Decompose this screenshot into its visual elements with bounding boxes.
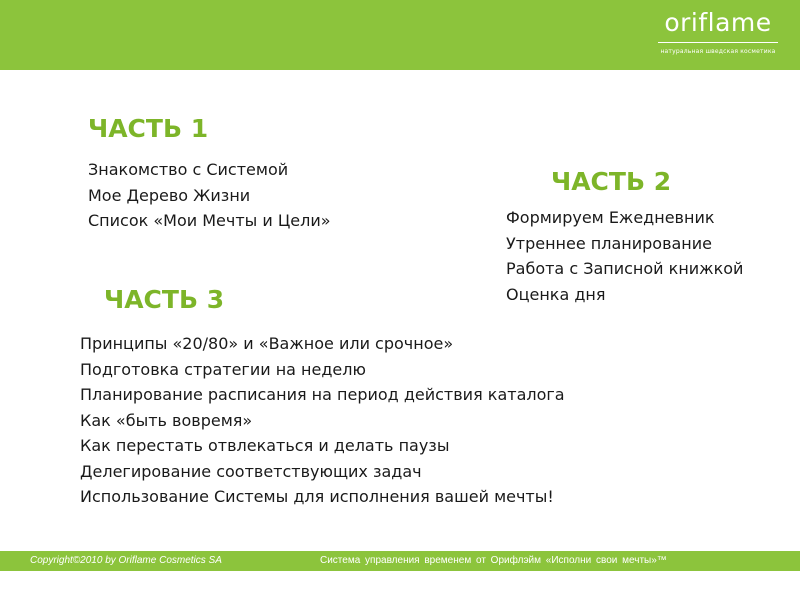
- list-item: Подготовка стратегии на неделю: [80, 359, 366, 379]
- list-item: Делегирование соответствующих задач: [80, 461, 422, 481]
- list-item: Как перестать отвлекаться и делать паузы: [80, 436, 450, 455]
- footer-bar: [0, 551, 800, 571]
- part3-title: ЧАСТЬ 3: [104, 285, 225, 314]
- part2-title: ЧАСТЬ 2: [551, 167, 672, 196]
- list-item: Список «Мои Мечты и Цели»: [88, 211, 331, 230]
- list-item: Оценка дня: [506, 284, 606, 304]
- list-item: Мое Дерево Жизни: [88, 185, 251, 205]
- list-item: Знакомство с Системой: [88, 160, 289, 179]
- footer-copyright: Copyright©2010 by Oriflame Cosmetics SA: [30, 555, 222, 566]
- part3-list: [80, 331, 565, 510]
- part2-list: [506, 205, 743, 307]
- part1-title: ЧАСТЬ 1: [88, 114, 209, 143]
- list-item: Работа с Записной книжкой: [506, 259, 744, 278]
- footer-caption: Система управления временем от Орифлэйм «Исполни свои мечты»™: [320, 555, 667, 566]
- brand-logo: [658, 8, 778, 56]
- list-item: Принципы «20/80» и «Важное или срочное»: [80, 334, 454, 353]
- list-item: Как «быть вовремя»: [80, 410, 253, 430]
- list-item: Утреннее планирование: [506, 233, 712, 253]
- part1-list: [88, 157, 331, 234]
- logo-divider: [658, 42, 778, 43]
- header-bar: [0, 0, 800, 70]
- logo-wordmark: oriflame: [664, 8, 772, 37]
- list-item: Планирование расписания на период действия каталога: [80, 385, 565, 404]
- list-item: Формируем Ежедневник: [506, 208, 715, 227]
- list-item: Использование Системы для исполнения вашей мечты!: [80, 487, 554, 506]
- logo-tagline: натуральная шведская косметика: [660, 48, 776, 55]
